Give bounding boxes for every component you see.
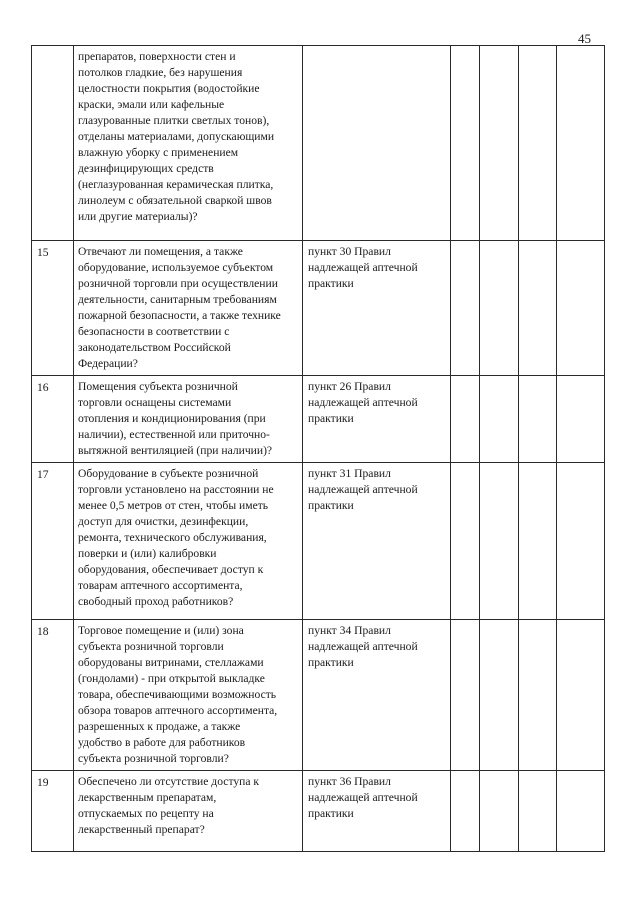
answer-cell (519, 620, 557, 771)
reference-line: практики (308, 807, 354, 820)
question-line: линолеум с обязательной сваркой швов (78, 194, 272, 207)
question-line: препаратов, поверхности стен и (78, 50, 236, 63)
question-line: менее 0,5 метров от стен, чтобы иметь (78, 499, 269, 512)
question-line: (неглазурованная керамическая плитка, (78, 178, 274, 191)
question-line: Отвечают ли помещения, а также (78, 245, 243, 258)
requirement-question (74, 463, 303, 620)
reference-line: надлежащей аптечной (308, 396, 418, 409)
legal-reference (303, 376, 451, 463)
answer-cell (451, 376, 480, 463)
reference-line: надлежащей аптечной (308, 791, 418, 804)
legal-reference (303, 241, 451, 376)
answer-cell (451, 620, 480, 771)
checklist-table (31, 45, 605, 852)
answer-cell (451, 241, 480, 376)
reference-line: практики (308, 499, 354, 512)
question-line: субъекта розничной торговли? (78, 752, 229, 765)
question-line: оборудование, используемое субъектом (78, 261, 274, 274)
question-line: целостности покрытия (водостойкие (78, 82, 260, 95)
question-line: глазурованные плитки светлых тонов), (78, 114, 270, 127)
answer-cell (451, 46, 480, 241)
reference-line: практики (308, 656, 354, 669)
question-line: вытяжной вентиляцией (при наличии)? (78, 444, 273, 457)
item-number (32, 46, 74, 241)
answer-cell (451, 463, 480, 620)
item-number: 17 (32, 463, 74, 620)
question-line: наличии), естественной или приточно- (78, 428, 270, 441)
legal-reference (303, 463, 451, 620)
question-line: товара, обеспечивающими возможность (78, 688, 277, 701)
answer-cell (480, 620, 519, 771)
checklist-row (32, 46, 605, 241)
reference-line: пункт 31 Правил (308, 467, 391, 480)
requirement-question (74, 376, 303, 463)
question-line: оборудованы витринами, стеллажами (78, 656, 264, 669)
question-line: отпускаемых по рецепту на (78, 807, 214, 820)
item-number: 16 (32, 376, 74, 463)
reference-line: пункт 34 Правил (308, 624, 391, 637)
answer-cell (451, 771, 480, 852)
question-line: товарам аптечного ассортимента, (78, 579, 243, 592)
reference-line: практики (308, 412, 354, 425)
question-line: удобство в работе для работников (78, 736, 246, 749)
question-line: розничной торговли при осуществлении (78, 277, 278, 290)
checklist-row (32, 241, 605, 376)
answer-cell (519, 46, 557, 241)
answer-cell (519, 376, 557, 463)
question-line: свободный проход работников? (78, 595, 234, 608)
question-line: Федерации? (78, 357, 138, 370)
question-line: оборудования, обеспечивает доступ к (78, 563, 264, 576)
question-line: Торговое помещение и (или) зона (78, 624, 244, 637)
answer-cell (480, 463, 519, 620)
answer-cell (480, 771, 519, 852)
requirement-question (74, 620, 303, 771)
answer-cell (480, 376, 519, 463)
item-number: 18 (32, 620, 74, 771)
requirement-question (74, 46, 303, 241)
question-line: деятельности, санитарным требованиям (78, 293, 277, 306)
reference-line: пункт 30 Правил (308, 245, 391, 258)
reference-line: пункт 26 Правил (308, 380, 391, 393)
checklist-body (32, 46, 605, 852)
answer-cell (557, 46, 605, 241)
reference-line: надлежащей аптечной (308, 261, 418, 274)
question-line: или другие материалы)? (78, 210, 198, 223)
question-line: лекарственным препаратам, (78, 791, 217, 804)
question-line: субъекта розничной торговли (78, 640, 224, 653)
question-line: ремонта, технического обслуживания, (78, 531, 267, 544)
question-line: поверки и (или) калибровки (78, 547, 217, 560)
question-line: законодательством Российской (78, 341, 231, 354)
reference-line: надлежащей аптечной (308, 483, 418, 496)
question-line: торговли установлено на расстоянии не (78, 483, 274, 496)
question-line: безопасности в соответствии с (78, 325, 230, 338)
checklist-row (32, 376, 605, 463)
answer-cell (557, 241, 605, 376)
answer-cell (557, 463, 605, 620)
question-line: краски, эмали или кафельные (78, 98, 225, 111)
reference-line: надлежащей аптечной (308, 640, 418, 653)
checklist-row (32, 463, 605, 620)
question-line: потолков гладкие, без нарушения (78, 66, 243, 79)
answer-cell (557, 771, 605, 852)
legal-reference (303, 46, 451, 241)
answer-cell (519, 463, 557, 620)
question-line: пожарной безопасности, а также технике (78, 309, 281, 322)
checklist-row (32, 771, 605, 852)
question-line: влажную уборку с применением (78, 146, 239, 159)
answer-cell (557, 376, 605, 463)
answer-cell (519, 771, 557, 852)
question-line: Оборудование в субъекте розничной (78, 467, 259, 480)
answer-cell (519, 241, 557, 376)
checklist-row (32, 620, 605, 771)
requirement-question (74, 771, 303, 852)
answer-cell (557, 620, 605, 771)
question-line: лекарственный препарат? (78, 823, 205, 836)
legal-reference (303, 620, 451, 771)
question-line: разрешенных к продаже, а также (78, 720, 241, 733)
question-line: торговли оснащены системами (78, 396, 232, 409)
requirement-question (74, 241, 303, 376)
answer-cell (480, 241, 519, 376)
item-number: 19 (32, 771, 74, 852)
reference-line: практики (308, 277, 354, 290)
question-line: Обеспечено ли отсутствие доступа к (78, 775, 260, 788)
reference-line: пункт 36 Правил (308, 775, 391, 788)
question-line: доступ для очистки, дезинфекции, (78, 515, 249, 528)
question-line: дезинфицирующих средств (78, 162, 214, 175)
answer-cell (480, 46, 519, 241)
question-line: Помещения субъекта розничной (78, 380, 238, 393)
question-line: отделаны материалами, допускающими (78, 130, 275, 143)
item-number: 15 (32, 241, 74, 376)
question-line: отопления и кондиционирования (при (78, 412, 266, 425)
question-line: (гондолами) - при открытой выкладке (78, 672, 265, 685)
question-line: обзора товаров аптечного ассортимента, (78, 704, 278, 717)
page-number: 45 (578, 31, 591, 46)
legal-reference (303, 771, 451, 852)
